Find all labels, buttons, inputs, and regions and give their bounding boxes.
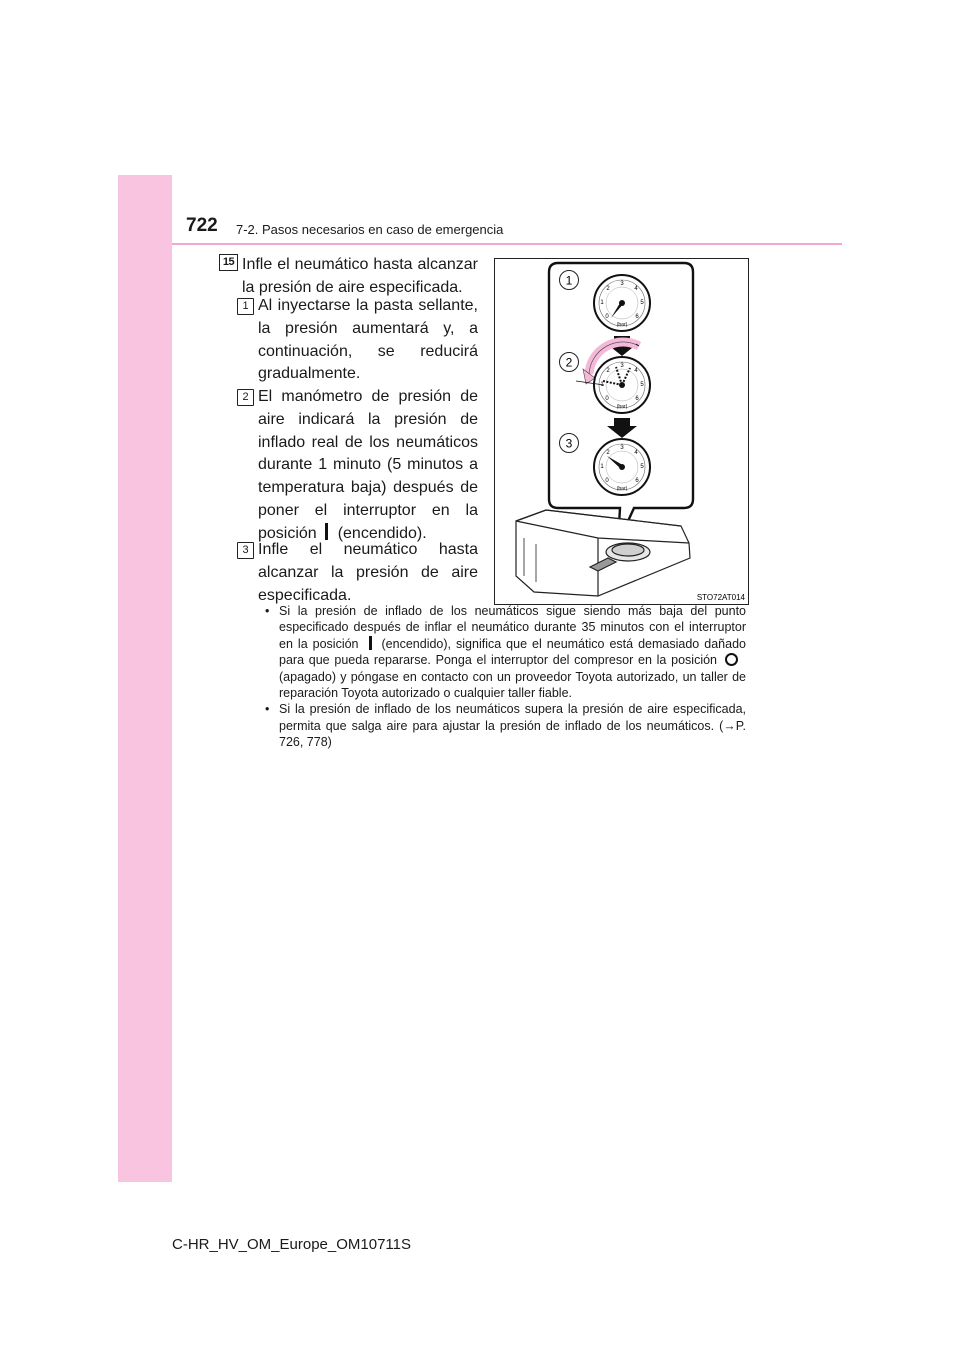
gauge-3-unit: (bar) [616, 486, 628, 492]
compressor-gauge-figure [494, 258, 749, 605]
gauge-1-tick-4: 4 [634, 286, 638, 292]
callout-2-label: 2 [565, 355, 573, 370]
pressure-gauge-1 [594, 275, 650, 331]
gauge-1-unit: (bar) [616, 322, 628, 328]
notes [262, 603, 746, 751]
gauge-1-tick-2: 2 [606, 286, 610, 292]
substep-2-text-before: El manómetro de presión de aire indicará la presión de inflado real de los neumáticos durante 1 minuto (5 minutos a temperatura baja) después de poner el interruptor en la posición [258, 388, 478, 542]
substep-1-badge: 1 [237, 298, 254, 315]
on-position-symbol-icon [369, 636, 372, 650]
page-number: 722 [186, 215, 218, 236]
note-1 [262, 603, 746, 701]
substep-2-badge: 2 [237, 389, 254, 406]
on-position-symbol-icon [325, 523, 328, 540]
gauge-2-tick-3: 3 [620, 363, 624, 369]
gauge-2-tick-5: 5 [640, 382, 644, 388]
substep-2-text-after: (encendido). [337, 524, 427, 542]
substep-3-text [258, 539, 478, 607]
gauge-2-unit: (bar) [616, 404, 628, 410]
gauge-3-tick-6: 6 [635, 478, 639, 484]
note-1-text-3: (apagado) y póngase en contacto con un proveedor Toyota autorizado, un taller de reparación Toyota autorizado o cualquier taller fiable. [279, 669, 746, 701]
footer-doc-id: C-HR_HV_OM_Europe_OM10711S [172, 1236, 411, 1253]
step-number-badge: 15 [219, 254, 238, 271]
off-position-symbol-icon [725, 653, 738, 666]
substep-1-text-body: Al inyectarse la pasta sellante, la presión aumentará y, a continuación, se reducirá gradualmente. [258, 297, 478, 383]
figure-code: STO72AT014 [696, 593, 745, 602]
gauge-1-tick-0: 0 [605, 314, 609, 320]
gauge-3-tick-3: 3 [620, 445, 624, 451]
note-1-text-1: Si la presión de inflado de los neumáticos sigue siendo más baja del punto especificado después de inflar el neumático durante 35 minutos con el interruptor en la posición [279, 604, 746, 651]
section-title: 7-2. Pasos necesarios en caso de emergencia [236, 222, 504, 237]
note-1-text-2: (encendido), significa que el neumático está demasiado dañado para que pueda repararse. Ponga el interruptor del compresor en la posición [279, 636, 746, 668]
note-2 [262, 701, 746, 750]
substep-3-badge: 3 [237, 542, 254, 559]
gauge-2-tick-2: 2 [606, 368, 610, 374]
gauge-3-tick-2: 2 [606, 450, 610, 456]
substep-2-text [258, 386, 478, 546]
callout-3-label: 3 [565, 436, 573, 451]
gauge-3-tick-4: 4 [634, 450, 638, 456]
gauge-1-tick-6: 6 [635, 314, 639, 320]
gauge-3-tick-1: 1 [600, 464, 604, 470]
callout-1-label: 1 [565, 273, 573, 288]
step-text: Infle el neumático hasta alcanzar la presión de aire especificada. [242, 256, 478, 296]
note-2-bullet: • [265, 702, 270, 717]
gauge-2-tick-4: 4 [634, 368, 638, 374]
gauge-3-tick-0: 0 [605, 478, 609, 484]
gauge-3-tick-5: 5 [640, 464, 644, 470]
gauge-1-tick-1: 1 [600, 300, 604, 306]
gauge-2-tick-6: 6 [635, 396, 639, 402]
header-rule [172, 243, 842, 245]
pressure-gauge-3 [594, 439, 650, 495]
note-1-bullet: • [265, 604, 270, 618]
gauge-1-tick-3: 3 [620, 281, 624, 287]
note-2-text: Si la presión de inflado de los neumáticos supera la presión de aire especificada, permita que salga aire para ajustar la presión de inflado de los neumáticos. (→P. 726, 778) [279, 702, 746, 750]
sidebar-tab [118, 175, 172, 1182]
substep-1-text [258, 295, 478, 386]
gauge-2-tick-0: 0 [605, 396, 609, 402]
substep-3-text-body: Infle el neumático hasta alcanzar la presión de aire especificada. [258, 541, 478, 604]
gauge-1-tick-5: 5 [640, 300, 644, 306]
